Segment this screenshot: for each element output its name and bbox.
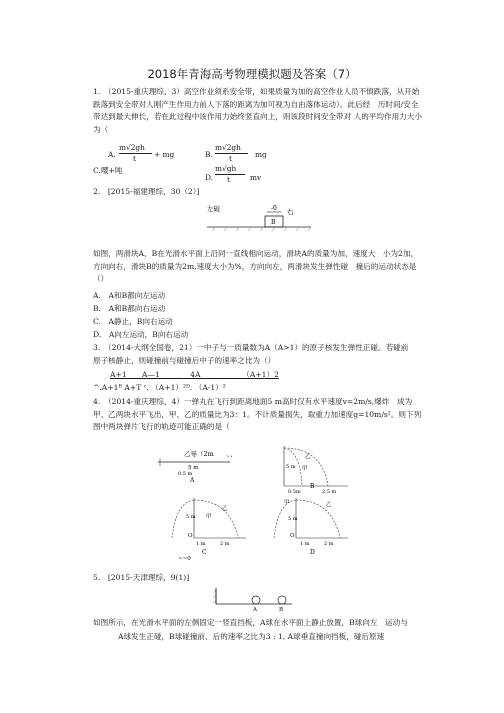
q1-option-a-label: A. [108,150,116,159]
q2-fig-right-label: 右 [287,208,294,216]
q4-d-jia-label: 甲 [284,500,290,506]
q4-d-yi-label: 乙 [326,502,332,508]
q4-c-jia-label: 甲 [206,514,212,520]
q2-option-a: A. A和B都向左运动 [93,291,166,300]
q1-option-c: C.嘤+吨 [93,166,123,175]
q4-d-2m: 2 m [324,541,334,547]
q4-c-2m: 2 m [220,541,230,547]
q5-ball-a-label: A [253,607,257,612]
q1-option-a-numerator: m√2gh [119,143,145,152]
q4-a-label: A [190,477,195,484]
q2-ground-hatch [212,227,311,231]
q5-ball-b-label: B [279,607,284,612]
q4-b-05m: 0.5m [288,489,301,495]
q4-a-mid-label: 5 m [188,465,199,471]
question-3-text: 3. （2014-大纲全国卷，21）一中子与一质量数为A（A>1）的原子核发生弹性正碰。若碰前 原子核静止，则碰撞前与碰撞后中子的速率之比为（） [93,343,416,365]
q2-option-c: C. A静止，B向右运动 [93,317,173,326]
q5-ball-b [278,596,286,604]
q4-a-top-label: 乙导（2m 、、 [184,450,237,458]
q5-figure [212,584,296,612]
q1-option-d-label: D. [205,173,214,182]
q4-figure [150,446,370,562]
q4-c-1m: 1 m [196,541,206,547]
q4-c-yi-label: 乙 [222,506,228,512]
question-5-text-line1: 如图所示，在光滑水平面的左侧固定一竖直挡板，A球在水平面上静止放置，B球向左 运动与 [93,618,408,627]
q3-fraction-numerators: A+1 A—1 4A （A+1）2 [110,370,279,379]
q2-option-b: B. A和B都向右运动 [93,304,166,313]
q2-figure [205,200,315,240]
q4-c-origin: O [188,533,193,539]
q4-b-yi-label: 乙 [305,454,311,460]
question-4-text: 4. （2014-重庆理综，4）一弹丸在飞行到距离地面5 m高时仅有水平速度v=2m/s,爆炸 成为甲、乙两块水平飞出，甲、乙的质量比为3：1。不计质量损失，取重力加速度g=10m/s²。则下列图中两块弹片飞行的轨迹可能正确的是（ [93,397,422,432]
q4-d-label: D [310,549,315,556]
q4-c-label: C [202,549,207,556]
q4-d-origin: O [290,533,295,539]
q2-fig-left-label: 左破 [207,205,220,213]
q1-option-d-denominator: t [227,175,230,184]
q4-b-5m: 5 m [286,464,296,470]
q2-block-b-label: B [271,219,276,226]
question-2-header: 2. [2015-福建理综，30（2）] [93,187,200,196]
q4-d-1m: 1 m [300,541,310,547]
question-5-text-line2: A球发生正碰，B球碰撞前、后的速率之比为3 : 1, A球垂直撞向挡板，碰后原速 [118,632,385,641]
q4-a-half-meter: 0.5 m [178,471,193,477]
q2-option-d: D. A向左运动，B向右运动 [93,330,189,339]
page-title: 2018年青海高考物理模拟题及答案（7） [147,67,357,81]
q1-option-a-denominator: t [133,154,136,163]
question-1-text: 1. （2015-重庆理综，3）高空作业须系安全带，如果质量为加的高空作业人员不慎跌落，从开始跌落到安全带对人刚产生作用力前人下落的距离为加可视为自由落体运动）。此后经 历时间/安全带达到最大伸长，若在此过程中该作用力始终竖直向上，则该段时间安全带对 人的平均作用力大小为（ [93,87,422,134]
q1-option-b-numerator: m√2gh [215,143,241,152]
question-2-text: 如图，两滑块A、B在光滑水平面上沿同一直线相向运动，滑块A的质量为加，速度大 小为2加，方向向右，滑块B的质量为2m,速度大小为%，方向向左，两滑块发生弹性碰 撞后的运动状态是（） [93,249,419,284]
q1-option-d-tail: mv [250,173,262,182]
q4-d-trajectory-yi [296,500,340,538]
q4-c-trajectory-yi [194,500,238,538]
q5-ball-a [252,596,260,604]
q4-b-jia-label: 甲 [302,466,308,472]
q4-bottom-mark: ~~0 [178,556,191,562]
q4-b-label: B [310,483,315,490]
q1-option-d-numerator: m√gh [215,164,237,173]
q4-b-25m: 2.5 m [322,489,337,495]
q2-fig-velocity: -0 [271,205,277,212]
q1-option-b-denominator: t [229,154,232,163]
question-5-header: 5. [2015-天津理综，9(1)] [93,573,190,582]
q1-option-b-tail: mg [255,150,267,159]
q1-option-a-tail: + mg [154,150,175,159]
q4-c-5m: 5 m [186,514,196,520]
q1-option-b-label: B. [205,150,213,159]
q3-options: ^.A+1ᴮ A+T ᶜ. （A+1）²ᴰ. （A-1）² [93,383,226,392]
q4-d-5m: 5 m [288,516,298,522]
